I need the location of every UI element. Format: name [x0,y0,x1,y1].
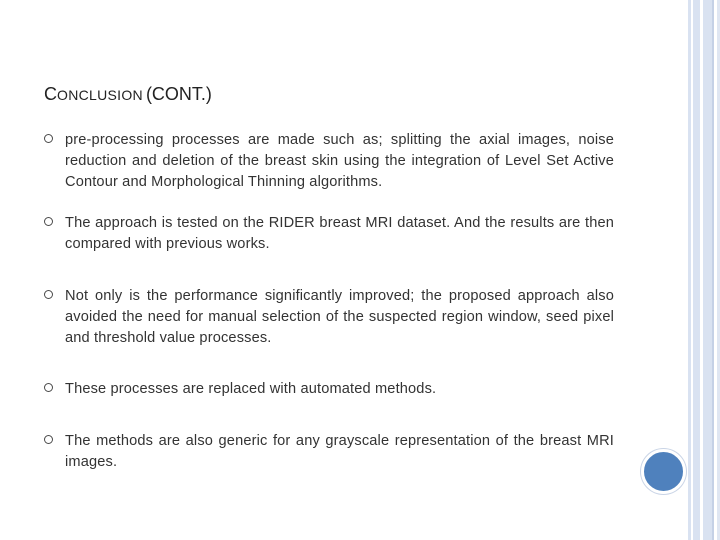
slide-title [44,84,212,105]
slide-title-small-caps: ONCLUSION [57,87,143,103]
bullet-text: Not only is the performance significantly improved; the proposed approach also avoided the need for manual selection of the suspected region window, seed pixel and threshold value processes. [65,288,614,346]
bullet-item [44,130,614,192]
hollow-circle-bullet-icon [44,290,53,299]
hollow-circle-bullet-icon [44,134,53,143]
bullet-text: The methods are also generic for any grayscale representation of the breast MRI images. [65,433,614,470]
bullet-item [44,431,614,473]
bullet-item [44,379,614,400]
bullet-item [44,213,614,255]
hollow-circle-bullet-icon [44,217,53,226]
decorative-stripe-line [700,0,703,540]
slide-title-first-letter: C [44,84,57,104]
bullet-list [44,130,614,473]
decorative-stripe-line [691,0,693,540]
hollow-circle-bullet-icon [44,435,53,444]
slide-title-rest: (CONT.) [145,84,212,104]
decorative-circle [641,449,686,494]
bullet-text: pre-processing processes are made such as; splitting the axial images, noise reduction and deletion of the breast skin using the integration of Level Set Active Contour and Morphological Thinning algorithms. [65,132,614,190]
bullet-item [44,286,614,348]
hollow-circle-bullet-icon [44,383,53,392]
decorative-stripe-line [712,0,714,540]
bullet-text: The approach is tested on the RIDER breast MRI dataset. And the results are then compared with previous works. [65,215,614,252]
bullet-text: These processes are replaced with automated methods. [65,381,437,397]
